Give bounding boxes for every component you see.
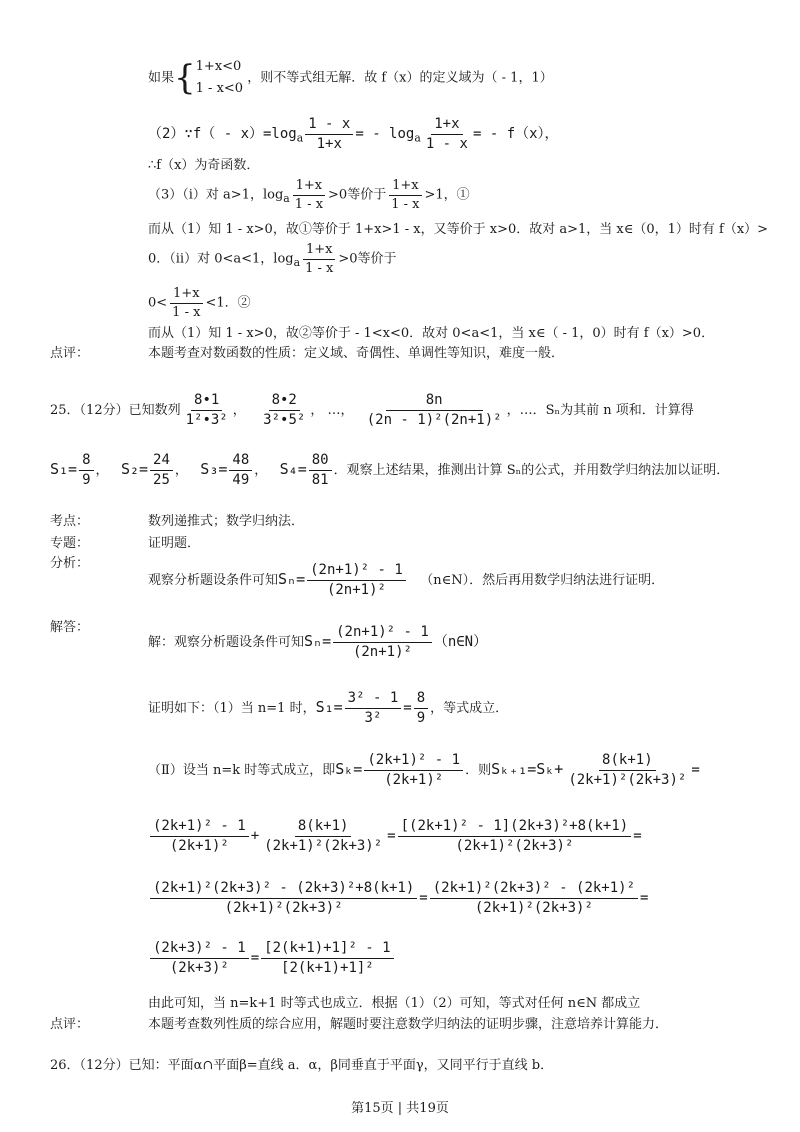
part3-line4 xyxy=(148,286,251,320)
derivation-line-2 xyxy=(148,880,648,917)
ii-then: ．则 xyxy=(465,762,492,778)
p3-line4-frac-num: 1+x xyxy=(170,286,203,304)
q25-tail: ，…．Sₙ为其前 n 项和．计算得 xyxy=(506,402,694,418)
part3-line1 xyxy=(148,178,470,212)
q25-t1-num: 8•1 xyxy=(191,392,222,411)
l2-b-num: (2k+1)²(2k+3)² - (2k+1)² xyxy=(430,880,638,899)
proof-num: 3² - 1 xyxy=(345,690,402,709)
ii-den2: (2k+1)²(2k+3)² xyxy=(568,771,687,788)
ii-sk1: Sₖ₊₁=Sₖ+ xyxy=(491,759,564,778)
l1-b-num: 8(k+1) xyxy=(295,818,352,837)
jie-num: (2n+1)² - 1 xyxy=(333,624,432,643)
q26-statement: 26．（12分）已知：平面α∩平面β=直线 a．α，β同垂直于平面γ，又同平行于直线 b． xyxy=(50,1058,554,1073)
l2-eq2: = xyxy=(640,889,649,906)
case-then: ，则不等式组无解．故 f（x）的定义域为（ - 1，1） xyxy=(247,70,553,86)
ii-sk: Sₖ= xyxy=(335,759,363,778)
q25-review-text: 本题考查数列性质的综合应用，解题时要注意数学归纳法的证明步骤，注意培养计算能力． xyxy=(148,1017,669,1032)
induction-line xyxy=(148,752,700,789)
p2-frac2-den: 1 - x xyxy=(425,135,468,152)
p2-sub2: a xyxy=(414,131,421,145)
p3-line3-frac-den: 1 - x xyxy=(305,260,334,276)
case-if: 如果 xyxy=(148,70,175,86)
part3-line3 xyxy=(148,242,397,276)
fenxi-prefix: 观察分析题设条件可知 xyxy=(148,572,279,588)
left-brace-icon: { xyxy=(174,58,196,98)
q25-t2-den: 3²•5² xyxy=(263,411,306,428)
q25-tn-num: 8n xyxy=(386,392,483,411)
p2-frac2-num: 1+x xyxy=(431,116,462,135)
s3-num: 48 xyxy=(229,452,252,471)
jie-sn: Sₙ= xyxy=(304,631,332,650)
fenxi-line xyxy=(148,562,664,599)
q25-tn-den: (2n - 1)²(2n+1)² xyxy=(366,411,502,428)
proof-num2: 8 xyxy=(414,690,428,709)
p3-line3-sub: a xyxy=(293,256,301,270)
jie-line xyxy=(148,624,487,661)
s1-den: 9 xyxy=(82,471,91,488)
part2-line xyxy=(148,116,559,153)
ii-eq: = xyxy=(691,761,700,778)
zhuanti-text: 证明题． xyxy=(148,536,201,551)
s2-num: 24 xyxy=(150,452,173,471)
s3-label: S₃= xyxy=(200,459,228,478)
ii-num2: 8(k+1) xyxy=(599,752,656,771)
s1-label: S₁= xyxy=(50,459,78,478)
l1-c-num: [(2k+1)² - 1](2k+3)²+8(k+1) xyxy=(398,818,632,837)
l1-a-num: (2k+1)² - 1 xyxy=(150,818,249,837)
l3-b-den: [2(k+1)+1]² xyxy=(281,959,374,976)
proof-suffix: ，等式成立． xyxy=(430,700,509,716)
l1-plus: + xyxy=(250,827,260,844)
l1-b-den: (2k+1)²(2k+3)² xyxy=(264,837,383,854)
p3-line3-frac-num: 1+x xyxy=(303,242,336,260)
ii-num: (2k+1)² - 1 xyxy=(364,752,463,771)
p2-mid: = - log xyxy=(355,125,415,142)
q25-review-label: 点评： xyxy=(50,1017,90,1032)
p2-prefix: （2）∵f（ - x）=log xyxy=(148,125,297,142)
p2-frac1-den: 1+x xyxy=(316,135,342,152)
case-line xyxy=(148,56,553,100)
page-footer: 第15页 | 共19页 xyxy=(351,1101,449,1116)
s4-num: 80 xyxy=(309,452,332,471)
fenxi-label: 分析： xyxy=(50,556,90,571)
p3-mid: >0等价于 xyxy=(328,187,387,203)
jie-prefix: 解：观察分析题设条件可知 xyxy=(148,634,305,650)
odd-function-line: ∴f（x）为奇函数． xyxy=(148,158,260,173)
proof-line xyxy=(148,690,508,727)
s2-label: S₂= xyxy=(120,459,149,478)
q25-t1-den: 1²•3² xyxy=(185,411,228,428)
case-ineq-1: 1+x<0 xyxy=(195,59,242,74)
q25-s-tail: ．观察上述结果，推测出计算 Sₙ的公式，并用数学归纳法加以证明． xyxy=(333,462,730,478)
proof-prefix: 证明如下：（1）当 n=1 时， xyxy=(148,700,316,716)
prev-review-label: 点评： xyxy=(50,346,90,361)
l2-eq: = xyxy=(419,889,428,906)
l1-eq2: = xyxy=(633,827,642,844)
proof-s1: S₁= xyxy=(315,697,343,716)
p2-sub: a xyxy=(296,131,304,145)
p3-line4-prefix: 0< xyxy=(148,295,168,311)
l3-b-num: [2(k+1)+1]² - 1 xyxy=(261,940,393,959)
ii-prefix: （Ⅱ）设当 n=k 时等式成立，即 xyxy=(148,762,336,778)
derivation-line-3 xyxy=(148,940,396,977)
jie-suffix: （n∈N） xyxy=(433,633,488,650)
p3-line4-suffix: <1．② xyxy=(205,295,251,311)
s2-den: 25 xyxy=(153,471,170,488)
derivation-line-1 xyxy=(148,818,642,855)
q25-ellipsis: ， …， xyxy=(310,402,354,418)
fenxi-num: (2n+1)² - 1 xyxy=(307,562,406,581)
l3-a-den: (2k+3)² xyxy=(169,959,229,976)
kaodian-label: 考点： xyxy=(50,514,90,529)
l2-b-den: (2k+1)²(2k+3)² xyxy=(474,899,593,916)
part3-line2: 而从（1）知 1 - x>0，故①等价于 1+x>1 - x，又等价于 x>0．故对 a>1，当 x∈（0，1）时有 f（x）> xyxy=(148,222,769,237)
ii-den: (2k+1)² xyxy=(384,771,444,788)
fenxi-den: (2n+1)² xyxy=(326,581,386,598)
fenxi-sn: Sₙ= xyxy=(278,569,306,588)
p2-suffix: = - f（x）， xyxy=(472,125,559,142)
kaodian-text: 数列递推式；数学归纳法． xyxy=(148,514,305,529)
p3-frac1-num: 1+x xyxy=(293,178,326,196)
p3-line3-suffix: >0等价于 xyxy=(338,251,397,267)
p3-frac1-den: 1 - x xyxy=(294,196,324,212)
l1-a-den: (2k+1)² xyxy=(169,837,229,854)
l2-a-num: (2k+1)²(2k+3)² - (2k+3)²+8(k+1) xyxy=(150,880,417,899)
l3-a-num: (2k+3)² - 1 xyxy=(150,940,249,959)
s4-label: S₄= xyxy=(279,459,307,478)
p3-line3-prefix: 0．（ⅱ）对 0<a<1，log xyxy=(148,251,294,267)
case-ineq-2: 1 - x<0 xyxy=(195,81,244,96)
p2-frac1-num: 1 - x xyxy=(305,116,353,135)
l1-c-den: (2k+1)²(2k+3)² xyxy=(455,837,574,854)
q25-t2-num: 8•2 xyxy=(269,392,300,411)
p3-prefix: （3）（ⅰ）对 a>1，log xyxy=(148,187,284,203)
proof-den2: 9 xyxy=(416,709,426,726)
conclusion: 由此可知，当 n=k+1 时等式也成立．根据（1）（2）可知，等式对任何 n∈N 都成立 xyxy=(148,996,641,1011)
proof-eq: = xyxy=(403,699,412,716)
jie-den: (2n+1)² xyxy=(352,643,412,660)
p3-suffix: >1，① xyxy=(424,187,470,203)
l3-eq: = xyxy=(250,949,260,966)
p3-frac2-num: 1+x xyxy=(389,178,422,196)
l2-a-den: (2k+1)²(2k+3)² xyxy=(224,899,343,916)
zhuanti-label: 专题： xyxy=(50,536,90,551)
prev-review-text: 本题考查对数函数的性质：定义域、奇偶性、单调性等知识，难度一般． xyxy=(148,346,565,361)
s1-num: 8 xyxy=(79,452,93,471)
proof-den: 3² xyxy=(364,709,382,726)
q25-number: 25．（12分）已知数列 xyxy=(50,402,181,418)
p3-sub: a xyxy=(283,192,290,206)
l1-eq: = xyxy=(387,827,396,844)
q25-s-values: S₁= $\frac{8}{9}$ ， S₂= $\frac{24}{25}$ ， S₃= $\frac{48}{49}$ ， S₄= $\frac{80}{81}$ ．观察上述结果，推测出计算 Sₙ的公式，并用数学归纳法加以证明． xyxy=(50,452,730,488)
s4-den: 81 xyxy=(311,471,329,488)
part3-line5: 而从（1）知 1 - x>0，故②等价于 - 1<x<0．故对 0<a<1，当 x∈（ - 1，0）时有 f（x）>0． xyxy=(148,326,715,341)
jieda-label: 解答： xyxy=(50,620,90,635)
p3-frac2-den: 1 - x xyxy=(391,196,420,212)
p3-line4-frac-den: 1 - x xyxy=(172,304,201,320)
s3-den: 49 xyxy=(232,471,250,488)
q25-statement: 25．（12分）已知数列 $\frac{8•1}{\text{1²•3²}}$ ， $\frac{8•2}{\text{3²•5²}}$ ， …， $\frac{8n}{\text{(2n - 1)²(2n+1)²}}$ ，…．Sₙ为其前 n 项和．计算得 xyxy=(50,392,694,428)
fenxi-suffix: （n∈N）．然后再用数学归纳法进行证明． xyxy=(420,572,665,588)
